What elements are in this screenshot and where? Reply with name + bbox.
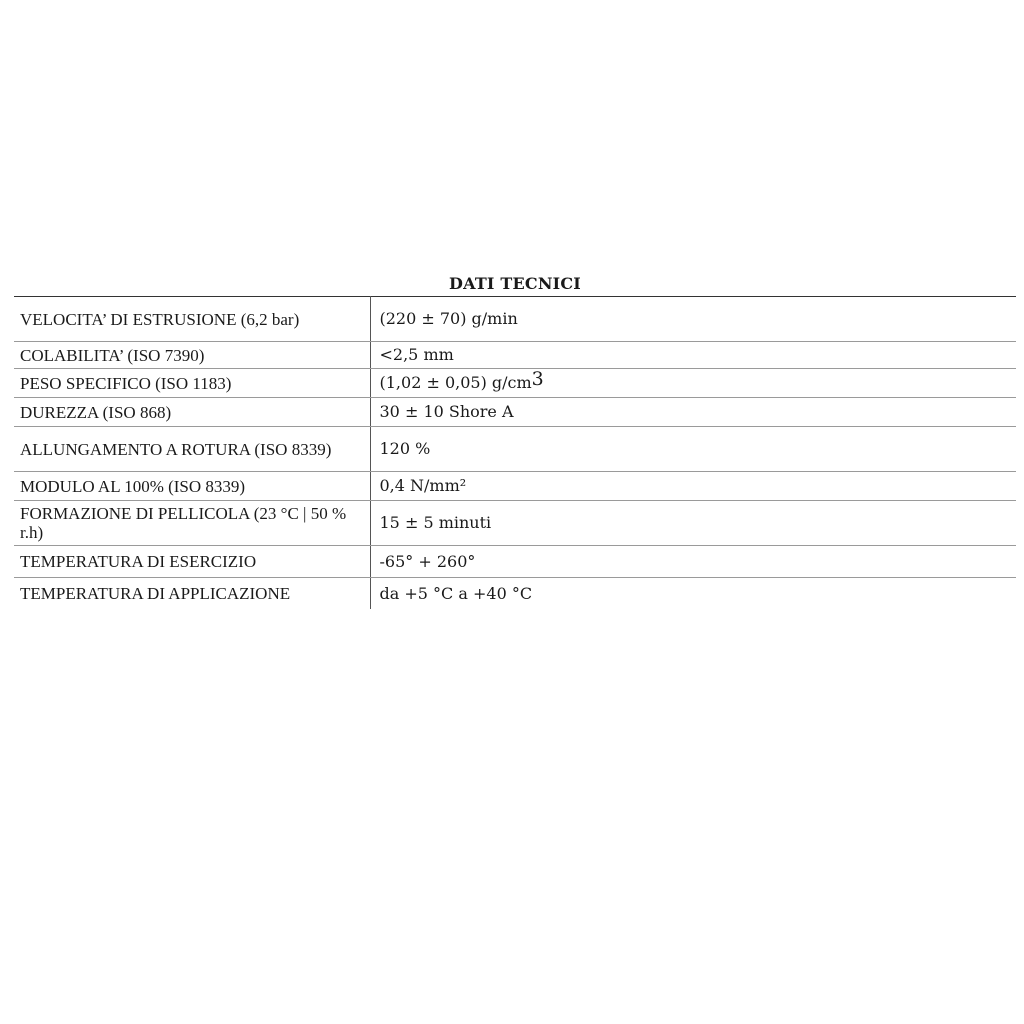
table-row (14, 297, 1016, 342)
property-cell: TEMPERATURA DI ESERCIZIO (14, 546, 370, 578)
property-cell: COLABILITA’ (ISO 7390) (14, 342, 370, 369)
value-cell: 120 % (370, 427, 1016, 472)
value-cell (370, 369, 1016, 398)
table-row (14, 472, 1016, 501)
technical-data-section (14, 272, 1016, 609)
value-cell: 30 ± 10 Shore A (370, 398, 1016, 427)
property-cell: MODULO AL 100% (ISO 8339) (14, 472, 370, 501)
property-cell: PESO SPECIFICO (ISO 1183) (14, 369, 370, 398)
value-cell: (220 ± 70) g/min (370, 297, 1016, 342)
property-cell: ALLUNGAMENTO A ROTURA (ISO 8339) (14, 427, 370, 472)
value-cell: <2,5 mm (370, 342, 1016, 369)
value-cell: 15 ± 5 minuti (370, 501, 1016, 546)
technical-data-table (14, 296, 1016, 609)
table-row (14, 546, 1016, 578)
property-cell: VELOCITA’ DI ESTRUSIONE (6,2 bar) (14, 297, 370, 342)
table-row (14, 427, 1016, 472)
table-row (14, 578, 1016, 610)
table-title: DATI TECNICI (449, 274, 581, 293)
superscript-exponent: 3 (531, 368, 544, 390)
table-row (14, 369, 1016, 398)
property-cell: DUREZZA (ISO 868) (14, 398, 370, 427)
table-row (14, 342, 1016, 369)
property-cell: FORMAZIONE DI PELLICOLA (23 °C | 50 % r.h) (14, 501, 370, 546)
value-cell: da +5 °C a +40 °C (379, 583, 533, 603)
value-text: (1,02 ± 0,05) g/cm (379, 373, 532, 392)
property-cell: TEMPERATURA DI APPLICAZIONE (14, 578, 370, 610)
value-cell: -65° + 260° (370, 546, 1016, 578)
table-row (14, 501, 1016, 546)
table-row (14, 398, 1016, 427)
value-cell: 0,4 N/mm² (370, 472, 1016, 501)
